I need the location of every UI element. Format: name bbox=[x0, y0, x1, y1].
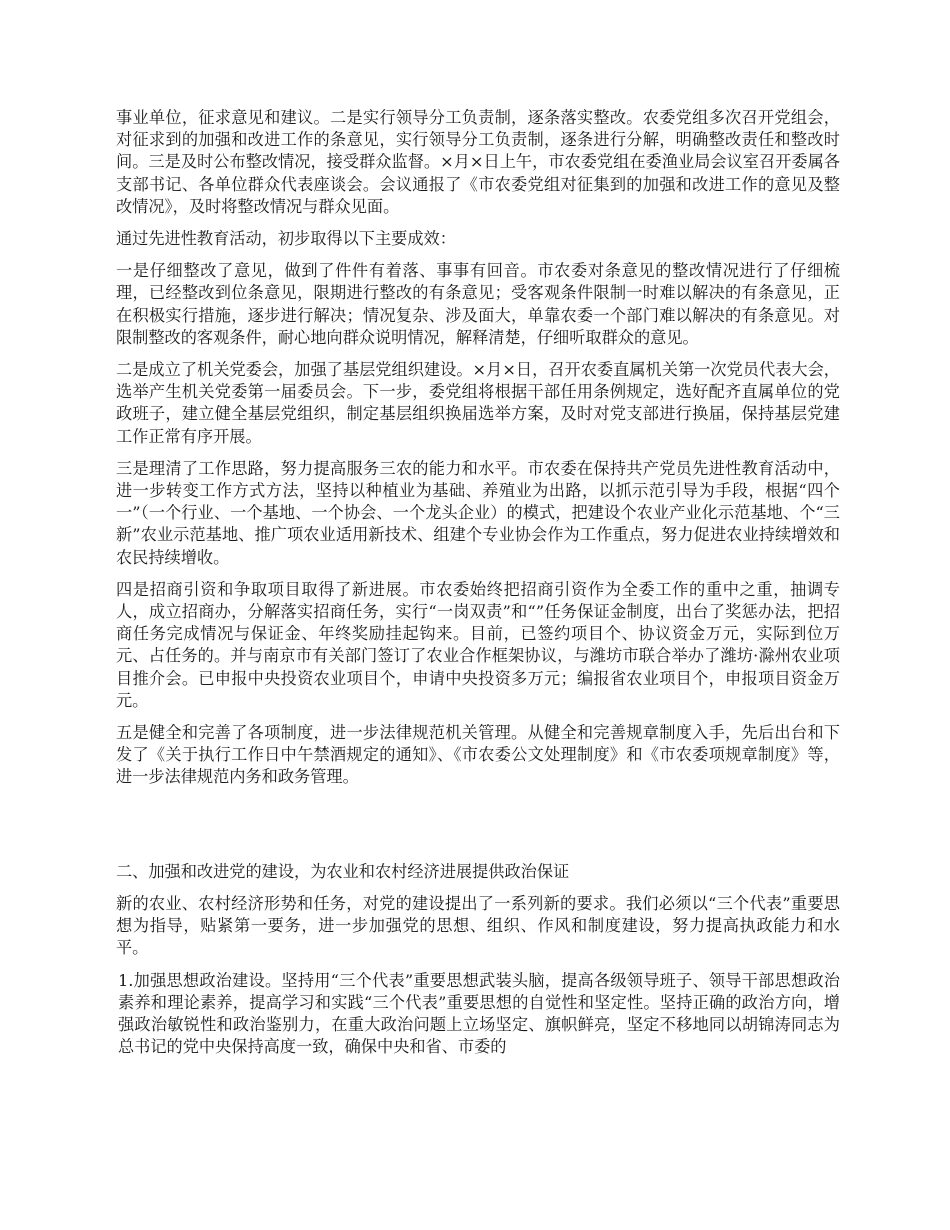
paragraph-section-intro: 新的农业、农村经济形势和任务，对党的建设提出了一系列新的要求。我们必须以“三个代表”重要思想为指导，贴紧第一要务，进一步加强党的思想、组织、作风和制度建设，努力提高执政能力和水平。 bbox=[116, 893, 840, 958]
paragraph-result-two: 二是成立了机关党委会，加强了基层党组织建设。×月×日，召开农委直属机关第一次党员代表大会，选举产生机关党委第一届委员会。下一步，委党组将根据干部任用条例规定，选好配齐直属单位的党政班子，建立健全基层党组织，制定基层组织换届选举方案，及时对党支部进行换届，保持基层党建工作正常有序开展。 bbox=[116, 360, 840, 446]
paragraph-rectification-process: 事业单位，征求意见和建议。二是实行领导分工负责制，逐条落实整改。农委党组多次召开党组会，对征求到的加强和改进工作的条意见，实行领导分工负责制，逐条进行分解，明确整改责任和整改时间。三是及时公布整改情况，接受群众监督。×月×日上午，市农委党组在委渔业局会议室召开委属各支部书记、各单位群众代表座谈会。会议通报了《市农委党组对征集到的加强和改进工作的意见及整改情况》，及时将整改情况与群众见面。 bbox=[116, 108, 840, 216]
section-spacer bbox=[116, 799, 840, 861]
section-heading: 二、加强和改进党的建设，为农业和农村经济进展提供政治保证 bbox=[116, 861, 570, 881]
paragraph-result-three: 三是理清了工作思路，努力提高服务三农的能力和水平。市农委在保持共产党员先进性教育活动中，进一步转变工作方式方法，坚持以种植业为基础、养殖业为出路，以抓示范引导为手段，根据“四个一”（一个行业、一个基地、一个协会、一个龙头企业）的模式，把建设个农业产业化示范基地、个“三新”农业示范基地、推广项农业适用新技术、组建个专业协会作为工作重点，努力促进农业持续增效和农民持续增收。 bbox=[116, 458, 840, 567]
document-page bbox=[116, 107, 840, 1068]
paragraph-result-five: 五是健全和完善了各项制度，进一步法律规范机关管理。从健全和完善规章制度入手，先后出台和下发了《关于执行工作日中午禁酒规定的通知》、《市农委公文处理制度》和《市农委项规章制度》等，进一步法律规范内务和政务管理。 bbox=[116, 723, 840, 787]
paragraph-result-one: 一是仔细整改了意见，做到了件件有着落、事事有回音。市农委对条意见的整改情况进行了仔细梳理，已经整改到位条意见，限期进行整改的有条意见；受客观条件限制一时难以解决的有条意见，正在积极实行措施，逐步进行解决；情况复杂、涉及面大，单靠农委一个部门难以解决的有条意见。对限制整改的客观条件，耐心地向群众说明情况，解释清楚，仔细听取群众的意见。 bbox=[116, 261, 840, 347]
paragraph-item-one: 1.加强思想政治建设。坚持用“三个代表”重要思想武装头脑，提高各级领导班子、领导干部思想政治素养和理论素养，提高学习和实践“三个代表”重要思想的自觉性和坚定性。坚持正确的政治方向，增强政治敏锐性和政治鉴别力，在重大政治问题上立场坚定、旗帜鲜亮，坚定不移地同以胡锦涛同志为总书记的党中央保持高度一致，确保中央和省、市委的 bbox=[118, 970, 840, 1057]
paragraph-results-intro: 通过先进性教育活动，初步取得以下主要成效： bbox=[116, 229, 456, 249]
paragraph-result-four: 四是招商引资和争取项目取得了新进展。市农委始终把招商引资作为全委工作的重中之重，抽调专人，成立招商办，分解落实招商任务，实行“一岗双责”和“”任务保证金制度，出台了奖惩办法，把招商任务完成情况与保证金、年终奖励挂起钩来。目前，已签约项目个、协议资金万元，实际到位万元、占任务的。并与南京市有关部门签订了农业合作框架协议，与潍坊市联合举办了潍坊·滁州农业项目推介会。已申报中央投资农业项目个，申请中央投资多万元；编报省农业项目个，申报项目资金万元。 bbox=[116, 579, 840, 710]
